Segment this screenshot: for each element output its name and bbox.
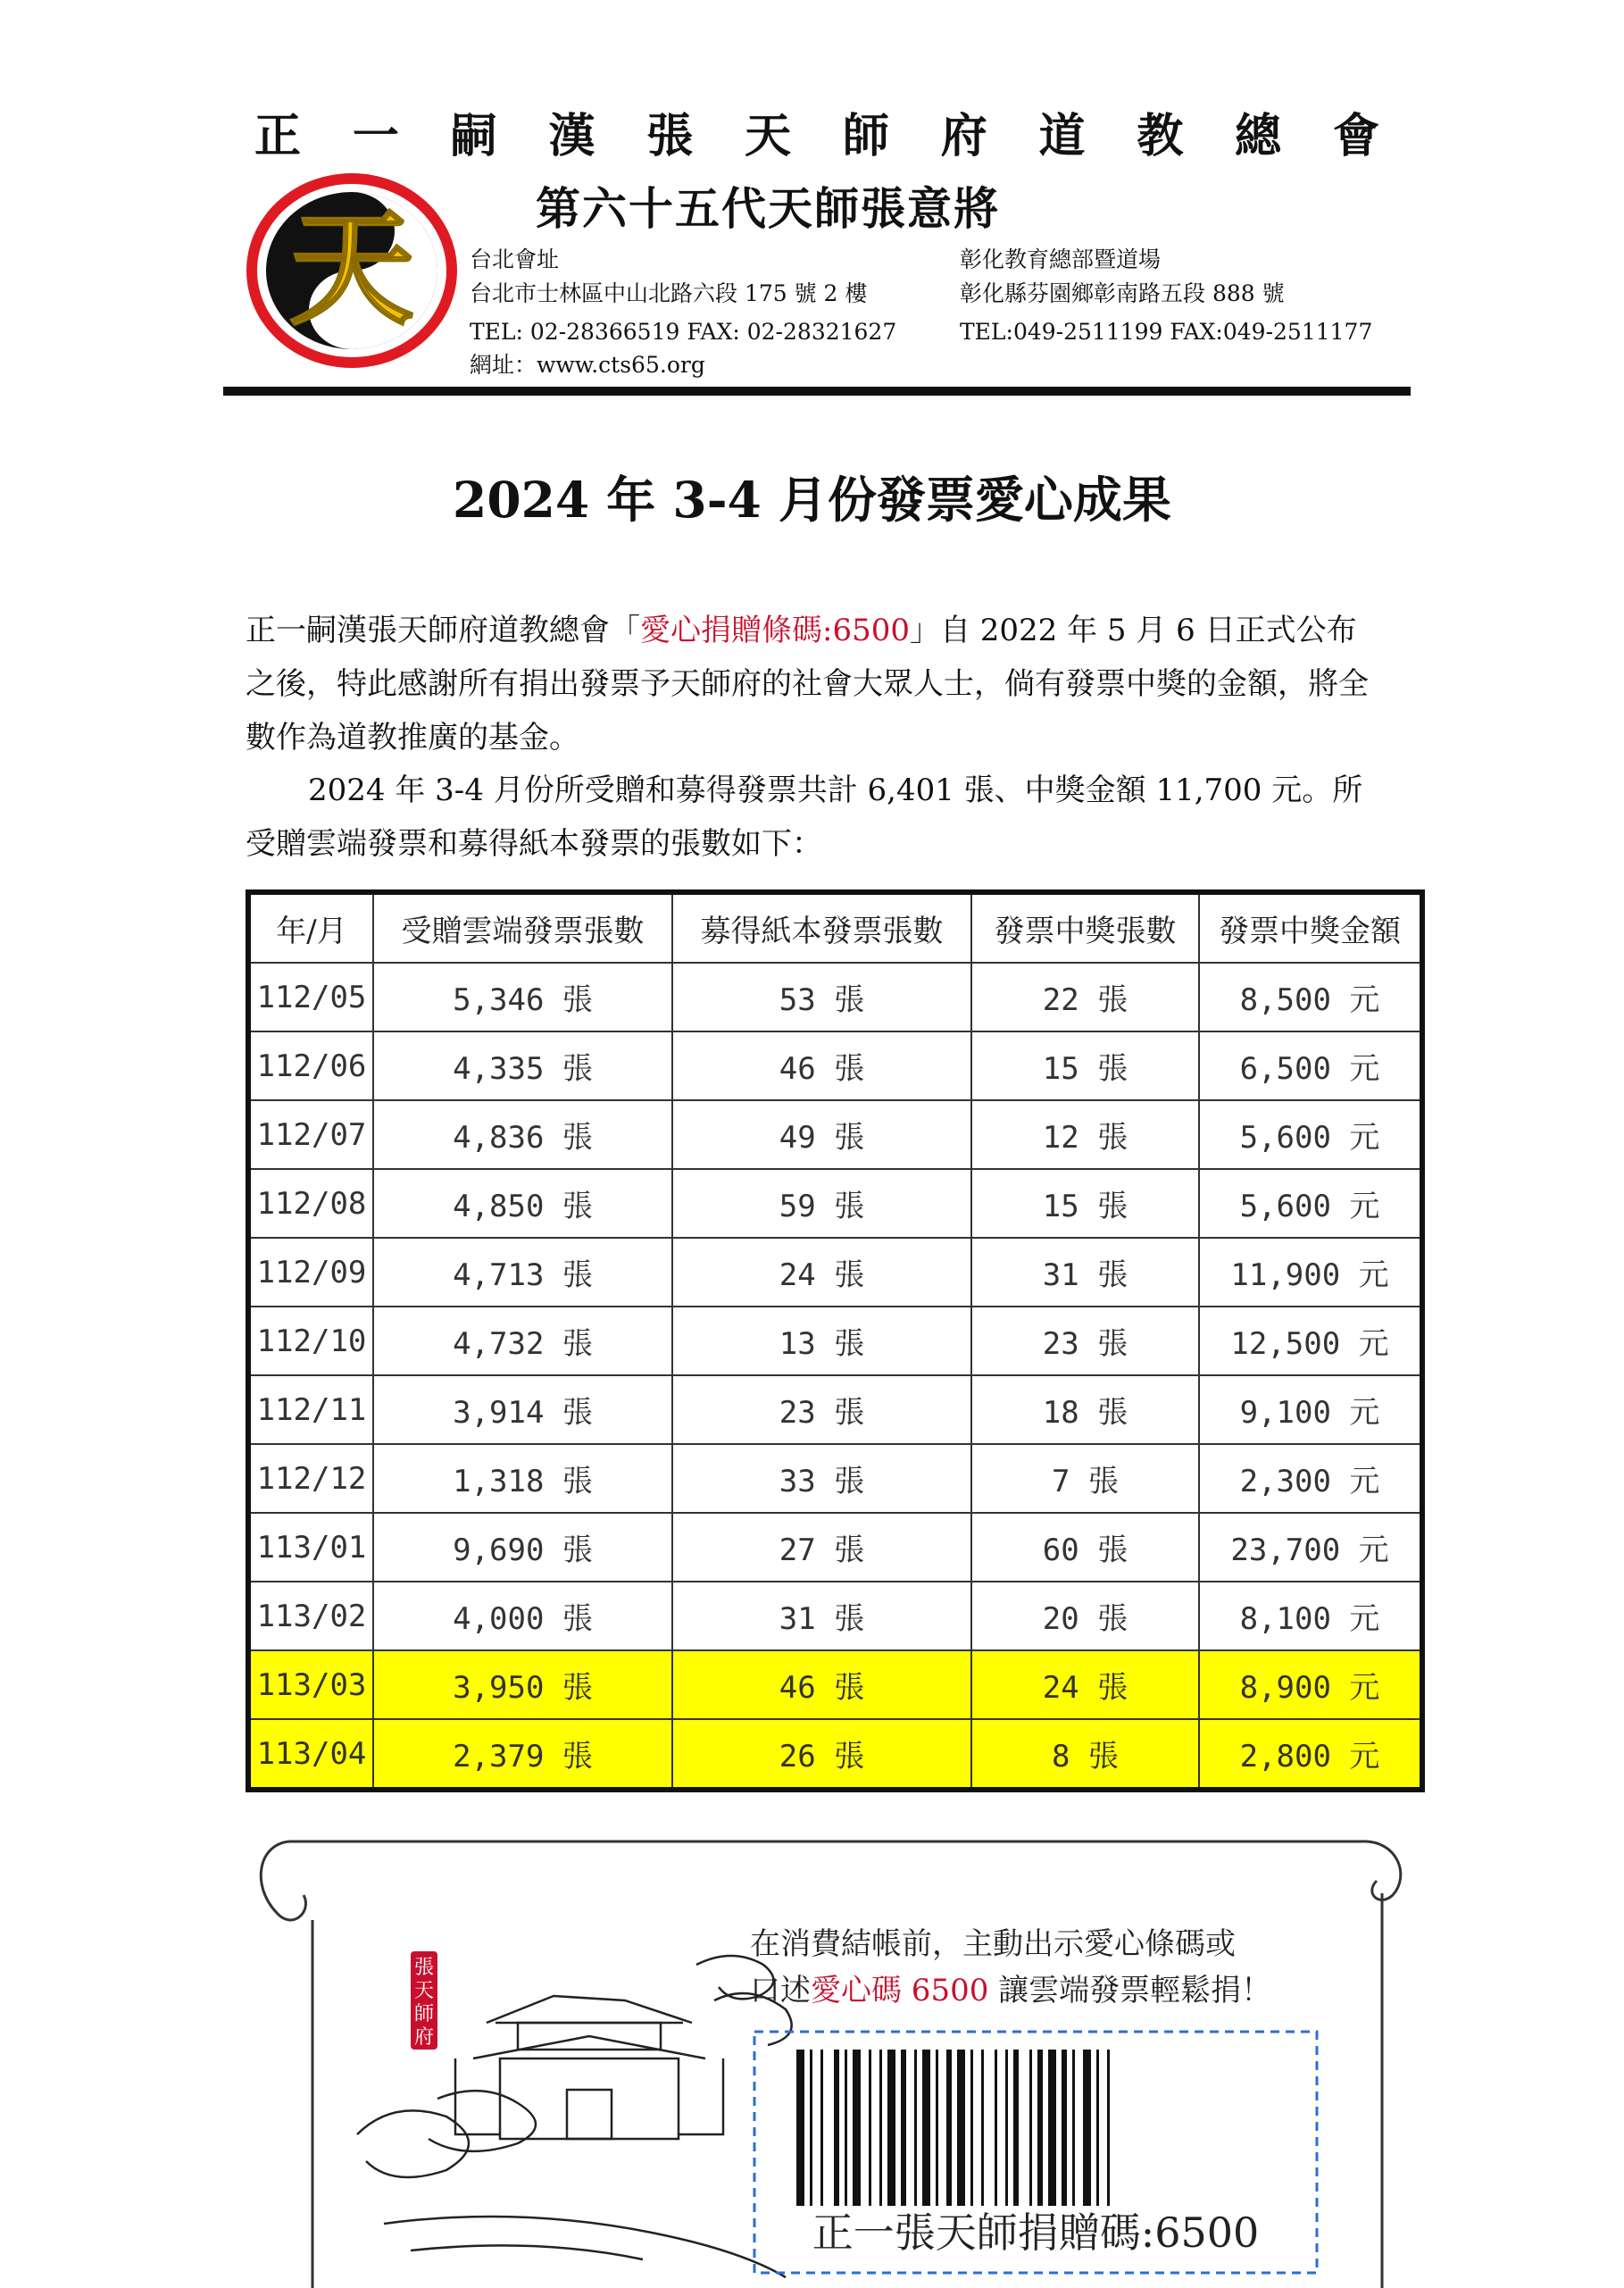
barcode-bar xyxy=(1072,2050,1075,2206)
barcode-bar xyxy=(936,2050,938,2206)
table-cell: 2,379 張 xyxy=(373,1719,672,1790)
organization-name-char: 張 xyxy=(646,109,694,163)
organization-name-char: 天 xyxy=(745,109,792,163)
organization-name-char: 府 xyxy=(940,109,987,163)
table-cell: 5,600 元 xyxy=(1199,1169,1422,1238)
table-cell: 49 張 xyxy=(672,1100,971,1169)
column-header: 年/月 xyxy=(248,892,373,963)
table-cell: 4,732 張 xyxy=(373,1307,672,1375)
column-header: 發票中獎張數 xyxy=(971,892,1199,963)
banner-instruction-line2: 口述愛心碼 6500 讓雲端發票輕鬆捐！ xyxy=(750,1973,1272,2008)
table-cell: 6,500 元 xyxy=(1199,1031,1422,1100)
organization-name-char: 會 xyxy=(1332,109,1379,163)
table-cell: 3,914 張 xyxy=(373,1375,672,1444)
table-cell: 31 張 xyxy=(971,1238,1199,1307)
table-body xyxy=(248,963,1422,1790)
barcode-bar xyxy=(887,2050,895,2206)
table-cell: 113/01 xyxy=(248,1513,373,1582)
table-cell: 33 張 xyxy=(672,1444,971,1513)
table-row xyxy=(248,1169,1422,1238)
website: 網址：www.cts65.org xyxy=(470,352,705,378)
table-cell: 112/10 xyxy=(248,1307,373,1375)
barcode-bar xyxy=(1083,2050,1091,2206)
table-cell: 27 張 xyxy=(672,1513,971,1582)
barcode-bar xyxy=(853,2050,861,2206)
header-divider xyxy=(223,387,1411,396)
table-row xyxy=(248,1582,1422,1650)
document-title: 2024 年 3-4 月份發票愛心成果 xyxy=(453,471,1171,529)
changhua-office-label: 彰化教育總部暨道場 xyxy=(960,246,1162,272)
table-cell: 46 張 xyxy=(672,1650,971,1719)
table-cell: 15 張 xyxy=(971,1031,1199,1100)
table-row xyxy=(248,1100,1422,1169)
table-cell: 11,900 元 xyxy=(1199,1238,1422,1307)
table-cell: 113/02 xyxy=(248,1582,373,1650)
tianshi-logo xyxy=(243,170,461,372)
banner-instruction-line1: 在消費結帳前，主動出示愛心條碼或 xyxy=(750,1926,1236,1962)
barcode-bar xyxy=(879,2050,882,2206)
table-cell: 4,335 張 xyxy=(373,1031,672,1100)
table-cell: 112/06 xyxy=(248,1031,373,1100)
barcode-bar xyxy=(995,2050,997,2206)
barcode-bar xyxy=(946,2050,952,2206)
changhua-address: 彰化縣芬園鄉彰南路五段 888 號 xyxy=(960,280,1285,306)
table-cell: 8,900 元 xyxy=(1199,1650,1422,1719)
table-cell: 4,850 張 xyxy=(373,1169,672,1238)
table-row xyxy=(248,1444,1422,1513)
table-cell: 4,836 張 xyxy=(373,1100,672,1169)
table-cell: 113/03 xyxy=(248,1650,373,1719)
organization-name-char: 嗣 xyxy=(450,109,497,163)
barcode-bar xyxy=(1005,2050,1008,2206)
barcode-bar xyxy=(914,2050,917,2206)
barcode-bar xyxy=(810,2050,812,2206)
table-cell: 7 張 xyxy=(971,1444,1199,1513)
table-cell: 8,100 元 xyxy=(1199,1582,1422,1650)
barcode-bar xyxy=(1062,2050,1067,2206)
barcode-bar xyxy=(901,2050,906,2206)
table-cell: 112/12 xyxy=(248,1444,373,1513)
barcode-bar xyxy=(1037,2050,1043,2206)
summary-paragraph: 2024 年 3-4 月份所受贈和募得發票共計 6,401 張、中獎金額 11,700 元。所受贈雲端發票和募得紙本發票的張數如下： xyxy=(246,772,1363,862)
barcode-bar xyxy=(845,2050,847,2206)
barcode-bar xyxy=(1096,2050,1099,2206)
barcode-bar xyxy=(1029,2050,1032,2206)
table-header-row xyxy=(248,892,1422,963)
table-row xyxy=(248,1719,1422,1790)
barcode-bar xyxy=(981,2050,984,2206)
table-row xyxy=(248,963,1422,1031)
table-row xyxy=(248,1375,1422,1444)
svg-text:張天師府: 張天師府 xyxy=(413,1957,435,2049)
barcode-bar xyxy=(957,2050,965,2206)
table-cell: 13 張 xyxy=(672,1307,971,1375)
organization-name-char: 道 xyxy=(1038,109,1086,163)
table-cell: 20 張 xyxy=(971,1582,1199,1650)
logo-character: 天 xyxy=(288,196,415,343)
table-cell: 12,500 元 xyxy=(1199,1307,1422,1375)
table-row xyxy=(248,1307,1422,1375)
intro-text-start: 正一嗣漢張天師府道教總會「 xyxy=(246,613,640,648)
table-cell: 8 張 xyxy=(971,1719,1199,1790)
table-cell: 53 張 xyxy=(672,963,971,1031)
table-cell: 112/09 xyxy=(248,1238,373,1307)
table-cell: 31 張 xyxy=(672,1582,971,1650)
barcode-bar xyxy=(970,2050,973,2206)
organization-name-char: 一 xyxy=(352,109,399,163)
table-cell: 4,000 張 xyxy=(373,1582,672,1650)
barcode-bar xyxy=(869,2050,871,2206)
donation-code-highlight: 愛心捐贈條碼:6500 xyxy=(640,613,910,648)
table-cell: 24 張 xyxy=(971,1650,1199,1719)
taipei-address: 台北市士林區中山北路六段 175 號 2 樓 xyxy=(470,280,868,306)
table-cell: 112/08 xyxy=(248,1169,373,1238)
table-cell: 24 張 xyxy=(672,1238,971,1307)
table-row xyxy=(248,1513,1422,1582)
table-cell: 9,690 張 xyxy=(373,1513,672,1582)
organization-name-char: 教 xyxy=(1137,109,1184,163)
table-cell: 9,100 元 xyxy=(1199,1375,1422,1444)
column-header: 受贈雲端發票張數 xyxy=(373,892,672,963)
table-cell: 60 張 xyxy=(971,1513,1199,1582)
changhua-phone-fax: TEL:049-2511199 FAX:049-2511177 xyxy=(960,319,1373,345)
donation-barcode xyxy=(796,2050,1110,2206)
organization-name xyxy=(254,100,1379,163)
table-cell: 2,800 元 xyxy=(1199,1719,1422,1790)
table-cell: 113/04 xyxy=(248,1719,373,1790)
organization-name-char: 總 xyxy=(1235,109,1282,163)
intro-text-end: 」自 2022 年 5 月 6 日正式公布之後，特此感謝所有捐出發票予天師府的社會大眾人士，倘有發票中獎的金額，將全數作為道教推廣的基金。 xyxy=(246,613,1369,756)
table-cell: 112/05 xyxy=(248,963,373,1031)
barcode-bar xyxy=(1013,2050,1019,2206)
table-cell: 26 張 xyxy=(672,1719,971,1790)
table-cell: 23 張 xyxy=(672,1375,971,1444)
table-cell: 18 張 xyxy=(971,1375,1199,1444)
table-cell: 12 張 xyxy=(971,1100,1199,1169)
organization-name-char: 師 xyxy=(842,109,889,163)
table-row xyxy=(248,1238,1422,1307)
column-header: 發票中獎金額 xyxy=(1199,892,1422,963)
table-row xyxy=(248,1650,1422,1719)
table-cell: 3,950 張 xyxy=(373,1650,672,1719)
table-cell: 4,713 張 xyxy=(373,1238,672,1307)
table-cell: 1,318 張 xyxy=(373,1444,672,1513)
barcode-bar xyxy=(922,2050,930,2206)
table-cell: 5,600 元 xyxy=(1199,1100,1422,1169)
master-title: 第六十五代天師張意將 xyxy=(536,183,1000,235)
seal-stamp xyxy=(411,1951,437,2050)
barcode-label: 正一張天師捐贈碼:6500 xyxy=(812,2209,1260,2257)
table-cell: 112/07 xyxy=(248,1100,373,1169)
table-cell: 59 張 xyxy=(672,1169,971,1238)
table-cell: 23 張 xyxy=(971,1307,1199,1375)
table-cell: 8,500 元 xyxy=(1199,963,1422,1031)
table-cell: 46 張 xyxy=(672,1031,971,1100)
taipei-office-label: 台北會址 xyxy=(470,246,560,272)
intro-paragraph xyxy=(246,604,1375,764)
table-cell: 23,700 元 xyxy=(1199,1513,1422,1582)
taipei-phone-fax: TEL: 02-28366519 FAX: 02-28321627 xyxy=(470,319,897,345)
table-cell: 112/11 xyxy=(248,1375,373,1444)
organization-name-char: 漢 xyxy=(548,109,595,163)
barcode-bar xyxy=(834,2050,839,2206)
table-cell: 15 張 xyxy=(971,1169,1199,1238)
barcode-bar xyxy=(1107,2050,1110,2206)
donation-banner xyxy=(250,1831,1420,2288)
barcode-bar xyxy=(820,2050,823,2206)
table-cell: 5,346 張 xyxy=(373,963,672,1031)
table-row xyxy=(248,1031,1422,1100)
table-cell: 22 張 xyxy=(971,963,1199,1031)
barcode-bar xyxy=(1048,2050,1056,2206)
barcode-bar xyxy=(796,2050,804,2206)
invoice-table xyxy=(246,889,1425,1792)
organization-name-char: 正 xyxy=(254,109,302,163)
table-cell: 2,300 元 xyxy=(1199,1444,1422,1513)
column-header: 募得紙本發票張數 xyxy=(672,892,971,963)
